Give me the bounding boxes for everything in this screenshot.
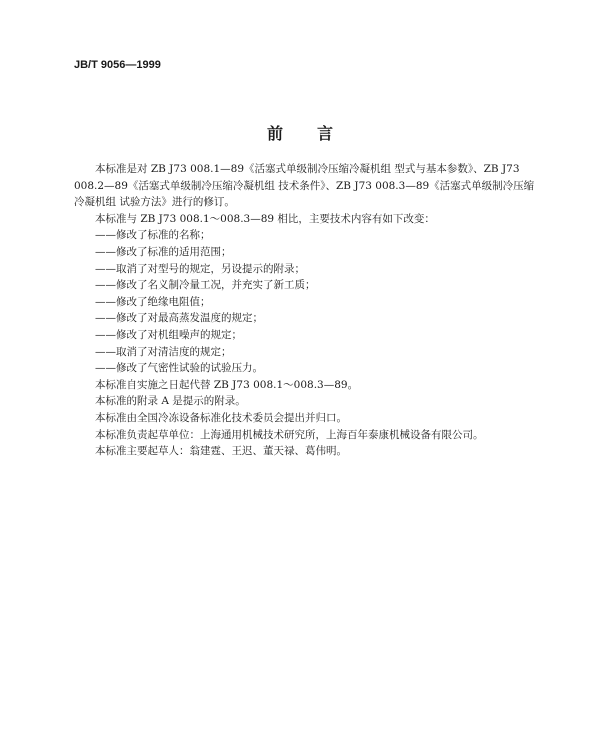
- change-item: ——取消了对清洁度的规定；: [95, 345, 232, 358]
- change-item: ——修改了绝缘电阻值；: [95, 295, 211, 308]
- replacement-statement: 本标准自实施之日起代替 ZB J73 008.1～008.3—89。: [95, 378, 359, 391]
- standard-code: JB/T 9056—1999: [74, 59, 161, 71]
- change-item: ——修改了气密性试验的试验压力。: [95, 362, 263, 375]
- proposer-statement: 本标准由全国冷冻设备标准化技术委员会提出并归口。: [95, 411, 347, 424]
- drafters-statement: 本标准主要起草人：翁建霆、王迟、董天禄、葛伟明。: [95, 445, 347, 458]
- document-body: [74, 161, 544, 460]
- change-item: ——修改了对机组噪声的规定；: [95, 328, 242, 341]
- change-item: ——取消了对型号的规定，另设提示的附录；: [95, 262, 305, 275]
- drafting-units-statement: 本标准负责起草单位：上海通用机械技术研究所，上海百年泰康机械设备有限公司。: [95, 428, 484, 441]
- changes-intro: 本标准与 ZB J73 008.1～008.3—89 相比，主要技术内容有如下改变：: [95, 212, 435, 225]
- intro-paragraph: 本标准是对 ZB J73 008.1—89《活塞式单级制冷压缩冷凝机组 型式与基本参数》、ZB J73 008.2—89《活塞式单级制冷压缩冷凝机组 技术条件》、ZB J73 008.3—89《活塞式单级制冷压缩冷凝机组 试验方法》进行的修订。: [74, 163, 535, 209]
- change-item: ——修改了名义制冷量工况，并充实了新工质；: [95, 279, 316, 292]
- page-title: 前言: [266, 124, 367, 143]
- change-item: ——修改了标准的适用范围；: [95, 245, 232, 258]
- change-item: ——修改了对最高蒸发温度的规定；: [95, 312, 263, 325]
- change-item: ——修改了标准的名称；: [95, 229, 211, 242]
- appendix-statement: 本标准的附录 A 是提示的附录。: [95, 395, 246, 408]
